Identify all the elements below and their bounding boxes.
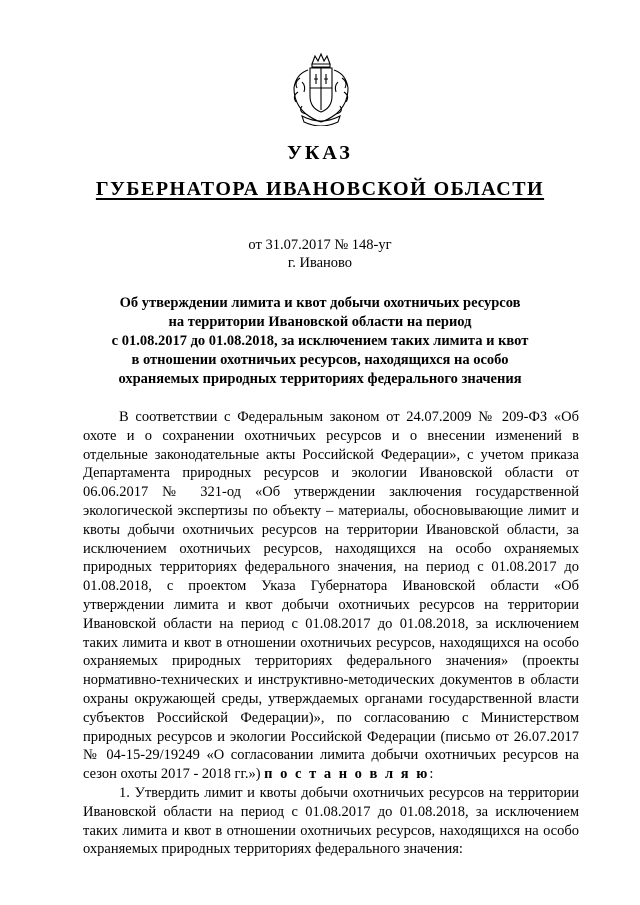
decree-colon: : xyxy=(429,766,434,783)
preamble-text: В соответствии с Федеральным законом от 24.07.2009 № 209-ФЗ «Об охоте и о сохранении охотничьих ресурсов и о внесении изменений в отдельные законодательные акты Российской Федерации», с учетом приказа Департамента природных ресурсов и экологии Ивановской области от 06.06.2017 № 321-од «Об утверждении заключения государственной экологической экспертизы по объекту – материалы, обосновывающие лимит и квоты добычи охотничьих ресурсов на территории Ивановской области, за исключением охотничьих ресурсов, находящихся на особо охраняемых природных территориях федерального значения, на период с 01.08.2017 до 01.08.2018, с проектом Указа Губернатора Ивановской области «Об утверждении лимита и квот добычи охотничьих ресурсов на территории Ивановской области на период с 01.08.2017 до 01.08.2018, за исключением таких лимита и квот в отношении охотничьих ресурсов, находящихся на особо охраняемых природных территориях федерального значения» (проекты нормативно-технических и инструктивно-методических документов в области охраны окружающей среды, утверждаемых органами государственной власти субъектов Российской Федерации)», по согласованию с Министерством природных ресурсов и экологии Российской Федерации (письмо от 26.07.2017 № 04-15-29/19249 «О согласовании лимита добычи охотничьих ресурсов на сезон охоты 2017 - 2018 гг.») xyxy=(83,409,579,783)
decree-word: п о с т а н о в л я ю xyxy=(264,766,430,783)
heading-line: охраняемых природных территориях федерального значения xyxy=(118,371,522,387)
document-title: УКАЗ xyxy=(287,142,353,164)
document-heading xyxy=(90,294,550,389)
document-body xyxy=(83,408,579,859)
clause-1-paragraph: 1. Утвердить лимит и квоты добычи охотничьих ресурсов на территории Ивановской области на период с 01.08.2017 до 01.08.2018, за исключением таких лимита и квот в отношении охотничьих ресурсов, находящихся на особо охраняемых природных территориях федерального значения: xyxy=(83,784,579,858)
coat-of-arms-icon xyxy=(288,52,354,126)
document-date-number: от 31.07.2017 № 148-уг xyxy=(248,237,392,253)
preamble-paragraph xyxy=(83,408,579,784)
heading-line: в отношении охотничьих ресурсов, находящихся на особо xyxy=(131,352,509,368)
document-subtitle: ГУБЕРНАТОРА ИВАНОВСКОЙ ОБЛАСТИ xyxy=(95,178,545,200)
heading-line: Об утверждении лимита и квот добычи охотничьих ресурсов xyxy=(119,295,521,311)
heading-line: с 01.08.2017 до 01.08.2018, за исключением таких лимита и квот xyxy=(111,333,529,349)
heading-line: на территории Ивановской области на период xyxy=(168,314,472,330)
document-city: г. Иваново xyxy=(287,255,353,271)
